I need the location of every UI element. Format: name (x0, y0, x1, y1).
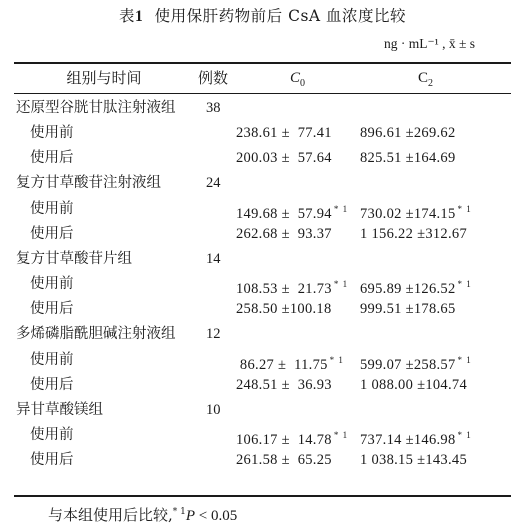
row-label: 使用前 (30, 426, 74, 443)
row-label: 复方甘草酸苷注射液组 (16, 175, 161, 192)
row-label: 多烯磷脂酰胆碱注射液组 (16, 326, 176, 343)
header-group: 组别与时间 (66, 69, 142, 87)
row-c0-value: 258.50 ±100.18 (236, 301, 332, 318)
header-c2-main: C (418, 70, 429, 86)
row-c0-value: 106.17 ± 14.78 $^{* 1}$ (236, 429, 349, 448)
row-label: 异甘草酸镁组 (16, 401, 103, 418)
table-title-line (0, 4, 525, 26)
table-label (119, 7, 143, 25)
row-c2-value: 999.51 ±178.65 (360, 301, 456, 318)
row-c2-value: 599.07 ±258.57 $^{* 1}$ (360, 354, 472, 373)
row-count: 10 (206, 401, 221, 418)
bottom-rule (14, 495, 511, 497)
footnote-p-value: < 0.05 (195, 508, 238, 524)
footnote-text: 与本组使用后比较, (48, 506, 173, 524)
row-c2-mark: * 1 (457, 279, 472, 290)
row-c2-value: 1 156.22 ±312.67 (360, 225, 468, 242)
row-c2-value: 695.89 ±126.52 $^{* 1}$ (360, 279, 472, 298)
header-c0-main: C (290, 70, 301, 86)
row-c2-mark: * 1 (457, 429, 472, 440)
row-c0-value: 248.51 ± 36.93 (236, 376, 332, 393)
row-label: 复方甘草酸苷片组 (16, 250, 132, 267)
row-label: 使用后 (30, 225, 74, 242)
table-row-time (0, 447, 525, 473)
table-row-group (0, 321, 525, 347)
row-c2-value: 825.51 ±164.69 (360, 150, 456, 167)
row-c0-mark: * 1 (333, 429, 349, 440)
header-c0 (290, 67, 310, 89)
row-label: 使用前 (30, 276, 74, 293)
footnote (48, 504, 237, 525)
row-c2-value: 1 088.00 ±104.74 (360, 376, 468, 393)
table-title: 使用保肝药物前后 CsA 血浓度比较 (154, 7, 407, 25)
row-count: 38 (206, 100, 221, 116)
row-c0-value: 238.61 ± 77.41 (236, 125, 332, 142)
table-row-time (0, 196, 525, 222)
header-c2 (418, 67, 438, 89)
row-label: 使用后 (30, 376, 74, 393)
table-row-time (0, 422, 525, 448)
row-c0-mark: * 1 (329, 354, 344, 365)
table-row-time (0, 221, 525, 247)
row-label: 使用后 (30, 150, 74, 167)
row-count: 24 (206, 175, 221, 192)
table-label-number: 1 (134, 8, 144, 25)
table-row-time (0, 296, 525, 322)
table-row-time (0, 347, 525, 373)
row-label: 使用前 (30, 200, 74, 217)
header-c2-sub: 2 (428, 78, 434, 89)
table-row-time (0, 120, 525, 146)
footnote-mark: * 1 (172, 507, 186, 517)
table-row-time (0, 145, 525, 171)
top-rule (14, 62, 511, 64)
row-c0-mark: * 1 (333, 203, 349, 214)
header-count: 例数 (198, 69, 229, 87)
row-label: 还原型谷胱甘肽注射液组 (16, 100, 176, 116)
header-c0-sub: 0 (300, 78, 306, 89)
row-c0-value: 262.68 ± 93.37 (236, 225, 332, 242)
table-row-group (0, 95, 525, 121)
row-c2-value: 1 038.15 ±143.45 (360, 452, 468, 469)
row-c2-mark: * 1 (457, 354, 472, 365)
table-row-time (0, 271, 525, 297)
row-label: 使用后 (30, 452, 74, 469)
table-label-prefix: 表 (118, 7, 135, 25)
row-label: 使用前 (30, 351, 74, 368)
row-label: 使用后 (30, 301, 74, 318)
table-row-group (0, 170, 525, 196)
row-c0-value: 108.53 ± 21.73 $^{* 1}$ (236, 279, 349, 298)
footnote-p-symbol: P (185, 508, 196, 524)
row-c0-value: 86.27 ± 11.75 $^{* 1}$ (236, 354, 344, 373)
row-c0-value: 149.68 ± 57.94 $^{* 1}$ (236, 203, 349, 222)
header-rule (14, 93, 511, 94)
row-c2-mark: * 1 (457, 203, 472, 214)
row-c2-value: 896.61 ±269.62 (360, 125, 456, 142)
table-row-time (0, 372, 525, 398)
table-row-group (0, 397, 525, 423)
row-c2-value: 737.14 ±146.98 $^{* 1}$ (360, 429, 472, 448)
row-count: 14 (206, 250, 221, 267)
row-c0-value: 200.03 ± 57.64 (236, 150, 332, 167)
table-row-group (0, 246, 525, 272)
row-c2-value: 730.02 ±174.15 $^{* 1}$ (360, 203, 472, 222)
row-count: 12 (206, 326, 221, 343)
row-c0-value: 261.58 ± 65.25 (236, 452, 332, 469)
row-label: 使用前 (30, 125, 74, 142)
row-c0-mark: * 1 (333, 279, 349, 290)
unit-text: ng · mL⁻¹ , x̄ ± s (384, 36, 475, 51)
